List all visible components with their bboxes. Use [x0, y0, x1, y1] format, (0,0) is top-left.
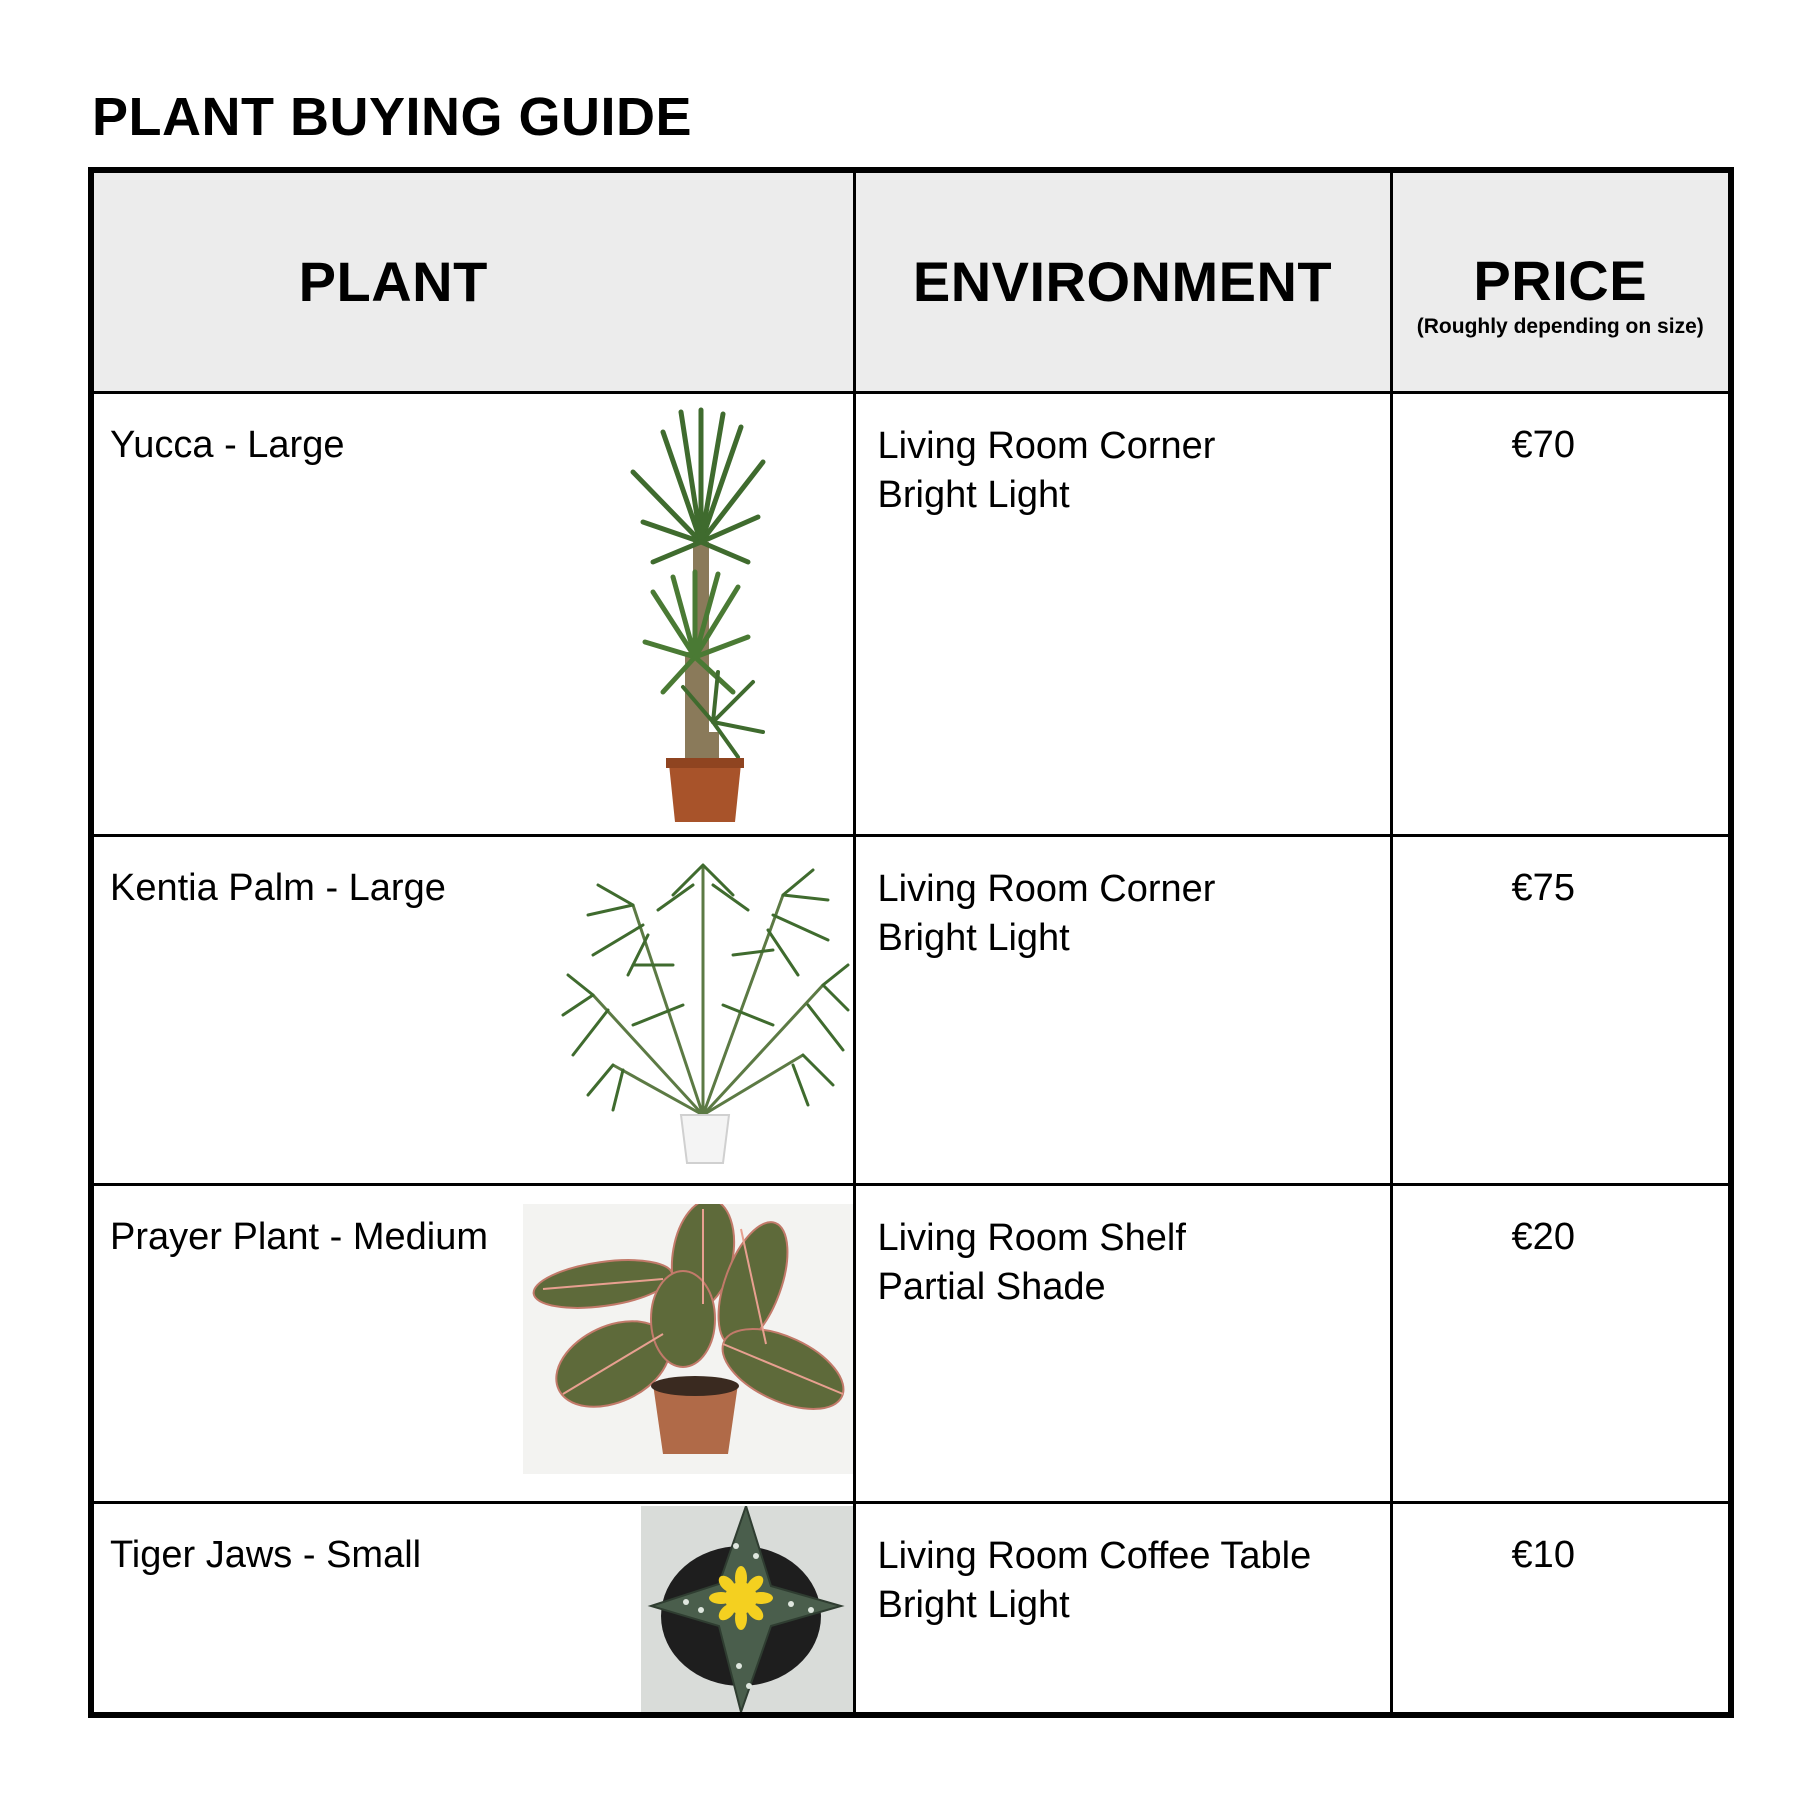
table-row — [91, 1503, 1731, 1716]
plant-name: Tiger Jaws - Small — [110, 1534, 422, 1576]
price-cell — [1391, 836, 1731, 1185]
price-cell — [1391, 393, 1731, 836]
column-header-plant — [91, 170, 854, 393]
price-note: (Roughly depending on size) — [1416, 315, 1704, 338]
plant-name: Yucca - Large — [110, 424, 345, 466]
price-cell — [1391, 1185, 1731, 1503]
price-value: €70 — [1511, 424, 1575, 466]
price-value: €10 — [1511, 1534, 1575, 1576]
plant-cell — [91, 836, 854, 1185]
table-header-row — [91, 170, 1731, 393]
plant-cell — [91, 1503, 854, 1716]
column-header-environment — [854, 170, 1391, 393]
price-cell — [1391, 1503, 1731, 1716]
table-row — [91, 836, 1731, 1185]
page-title: PLANT BUYING GUIDE — [92, 87, 693, 147]
column-header-environment-label: ENVIRONMENT — [912, 250, 1333, 313]
environment-cell — [854, 1503, 1391, 1716]
price-value: €75 — [1511, 867, 1575, 909]
environment-location: Living Room Shelf — [877, 1217, 1186, 1259]
yucca-plant-photo — [623, 402, 793, 826]
plant-guide-table — [88, 167, 1734, 1718]
environment-cell — [854, 393, 1391, 836]
environment-light: Bright Light — [877, 917, 1070, 959]
table-row — [91, 1185, 1731, 1503]
environment-light: Partial Shade — [877, 1266, 1106, 1308]
column-header-plant-label: PLANT — [298, 250, 488, 313]
column-header-price — [1391, 170, 1731, 393]
plant-name: Kentia Palm - Large — [110, 867, 446, 909]
plant-name: Prayer Plant - Medium — [110, 1216, 489, 1258]
plant-cell — [91, 393, 854, 836]
price-value: €20 — [1511, 1216, 1575, 1258]
environment-light: Bright Light — [877, 1584, 1070, 1626]
environment-cell — [854, 1185, 1391, 1503]
kentia-palm-photo — [553, 845, 853, 1175]
prayer-plant-photo — [523, 1204, 853, 1474]
column-header-price-label: PRICE — [1473, 249, 1648, 312]
environment-light: Bright Light — [877, 474, 1070, 516]
table-row — [91, 393, 1731, 836]
plant-cell — [91, 1185, 854, 1503]
environment-location: Living Room Corner — [877, 425, 1216, 467]
tiger-jaws-photo — [641, 1506, 853, 1712]
environment-location: Living Room Corner — [877, 868, 1216, 910]
environment-location: Living Room Coffee Table — [877, 1535, 1312, 1577]
environment-cell — [854, 836, 1391, 1185]
